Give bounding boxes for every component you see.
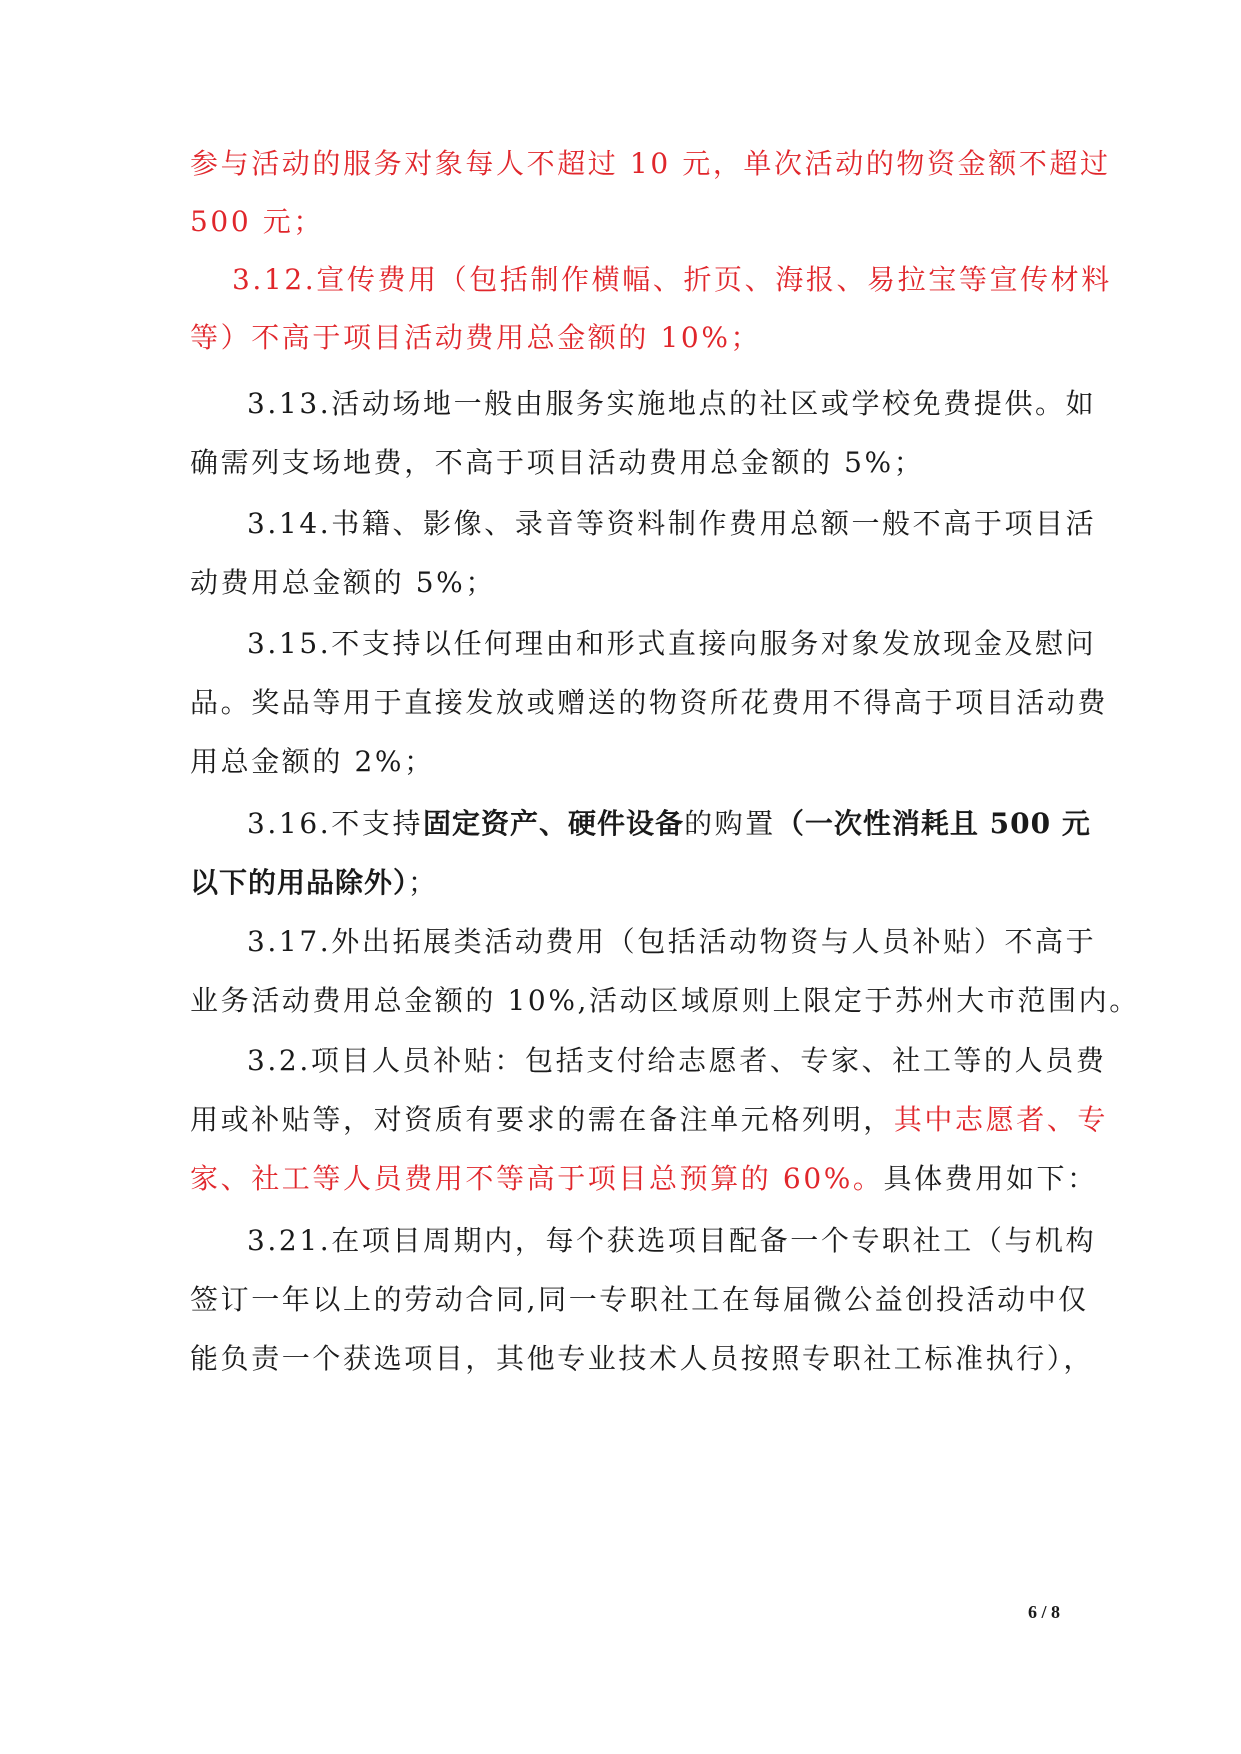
clause-3-15-line-3 <box>190 742 1050 782</box>
clause-3-21-text-1: 3.21.在项目周期内，每个获选项目配备一个专职社工（与机构 <box>247 1224 1097 1257</box>
clause-3-13-line-2 <box>190 443 1050 483</box>
clause-3-16-text-1b: 的购置 <box>684 807 776 840</box>
clause-3-21-text-2: 签订一年以上的劳动合同,同一专职社工在每届微公益创投活动中仅 <box>190 1283 1089 1316</box>
clause-3-12-line-1 <box>232 260 1112 300</box>
clause-3-12-text-1: 3.12.宣传费用（包括制作横幅、折页、海报、易拉宝等宣传材料 <box>232 263 1112 296</box>
clause-3-16-text-2: ； <box>408 866 439 899</box>
clause-3-16-line-1 <box>247 804 1107 844</box>
clause-3-2-text-2a: 用或补贴等，对资质有要求的需在备注单元格列明， <box>190 1103 894 1136</box>
clause-3-13-line-1 <box>247 384 1107 424</box>
clause-3-14-line-1 <box>247 504 1107 544</box>
clause-3-16-line-2 <box>190 863 1050 903</box>
clause-3-15-line-2 <box>190 683 1109 723</box>
clause-3-21-line-3 <box>190 1339 1095 1379</box>
clause-3-16-bold-exception: （一次性消耗且 500 元 <box>775 807 1091 840</box>
clause-3-2-text-3a: 家、社工等人员费用不等高于项目总预算的 60%。 <box>190 1162 884 1195</box>
clause-3-14-line-2 <box>190 563 1050 603</box>
clause-3-17-line-1 <box>247 922 1107 962</box>
clause-3-14-text-2: 动费用总金额的 5%； <box>190 566 496 599</box>
clause-3-17-text-2: 业务活动费用总金额的 10%,活动区域原则上限定于苏州大市范围内。 <box>190 984 1140 1017</box>
clause-3-2-line-2 <box>190 1100 1109 1140</box>
clause-3-15-line-1 <box>247 624 1107 664</box>
clause-3-2-text-1: 3.2.项目人员补贴：包括支付给志愿者、专家、社工等的人员费 <box>247 1044 1107 1077</box>
text-line-2 <box>190 202 1050 242</box>
clause-3-21-line-1 <box>247 1221 1107 1261</box>
clause-3-16-bold-exception-end: 以下的用品除外） <box>190 866 409 899</box>
clause-3-21-line-2 <box>190 1280 1089 1320</box>
clause-3-16-text-1a: 3.16.不支持 <box>247 807 424 840</box>
page-number: 6 / 8 <box>1027 1602 1060 1622</box>
clause-3-2-line-3 <box>190 1159 1098 1199</box>
clause-3-13-text-2: 确需列支场地费，不高于项目活动费用总金额的 5%； <box>190 446 925 479</box>
clause-3-17-text-1: 3.17.外出拓展类活动费用（包括活动物资与人员补贴）不高于 <box>247 925 1097 958</box>
clause-3-15-text-1: 3.15.不支持以任何理由和形式直接向服务对象发放现金及慰问 <box>247 627 1097 660</box>
clause-3-2-text-2b: 其中志愿者、专 <box>893 1103 1109 1136</box>
clause-3-12-line-2 <box>190 318 1050 358</box>
clause-3-12-text-2: 等）不高于项目活动费用总金额的 10%； <box>190 321 762 354</box>
clause-3-16-bold-assets: 固定资产、硬件设备 <box>423 807 685 840</box>
clause-3-17-line-2 <box>190 981 1140 1021</box>
clause-3-2-text-3b: 具体费用如下： <box>883 1162 1098 1195</box>
line-1-text: 参与活动的服务对象每人不超过 10 元，单次活动的物资金额不超过 <box>190 147 1111 180</box>
clause-3-13-text-1: 3.13.活动场地一般由服务实施地点的社区或学校免费提供。如 <box>247 387 1097 420</box>
clause-3-21-text-3: 能负责一个获选项目，其他专业技术人员按照专职社工标准执行）， <box>190 1342 1095 1375</box>
clause-3-2-line-1 <box>247 1041 1107 1081</box>
clause-3-14-text-1: 3.14.书籍、影像、录音等资料制作费用总额一般不高于项目活 <box>247 507 1097 540</box>
line-2-text: 500 元； <box>190 205 324 238</box>
clause-3-15-text-3: 用总金额的 2%； <box>190 745 435 778</box>
text-line-1 <box>190 144 1111 184</box>
clause-3-15-text-2: 品。奖品等用于直接发放或赠送的物资所花费用不得高于项目活动费 <box>190 686 1109 719</box>
